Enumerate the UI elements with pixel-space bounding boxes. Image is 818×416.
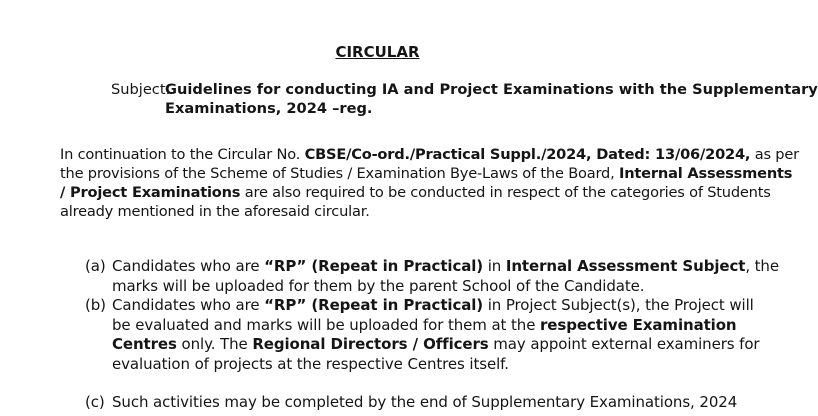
- item-text: Candidates who are: [112, 257, 265, 275]
- subject-line-2: Examinations, 2024 –reg.: [165, 100, 373, 117]
- subject-text: Guidelines for conducting IA and Project Examinations with the Supplementary: [165, 81, 818, 98]
- item-b-line-3: [112, 335, 760, 355]
- intro-line-4: already mentioned in the aforesaid circular.: [60, 203, 370, 220]
- list-marker: (a): [85, 257, 106, 275]
- item-text: in: [483, 257, 506, 275]
- item-b-line-4: evaluation of projects at the respective Centres itself.: [112, 354, 509, 373]
- intro-emphasis: / Project Examinations: [60, 184, 241, 201]
- list-marker: (b): [85, 296, 106, 314]
- intro-line-2: [60, 164, 793, 183]
- intro-text: as per: [750, 146, 799, 163]
- intro-text: the provisions of the Scheme of Studies / Examination Bye-Laws of the Board,: [60, 165, 619, 182]
- list-item-body: [112, 296, 760, 374]
- item-a-line-1: [112, 257, 779, 277]
- intro-paragraph: [60, 145, 799, 221]
- item-b-line-1: [112, 296, 754, 316]
- list-item-body: [112, 257, 779, 296]
- intro-text: In continuation to the Circular No.: [60, 146, 305, 163]
- item-emphasis: respective Examination: [540, 315, 737, 334]
- intro-line-3: [60, 183, 771, 202]
- item-emphasis: Regional Directors / Officers: [252, 335, 489, 353]
- item-text: Candidates who are: [112, 296, 265, 314]
- item-emphasis: Centres: [112, 335, 177, 353]
- item-text: be evaluated and marks will be uploaded for them at the: [112, 315, 540, 334]
- circular-reference: CBSE/Co-ord./Practical Suppl./2024, Dated: 13/06/2024,: [304, 146, 751, 163]
- subject-block: [111, 80, 818, 118]
- intro-emphasis: Internal Assessments: [618, 165, 793, 182]
- item-emphasis: “RP” (Repeat in Practical): [264, 257, 484, 275]
- subject-label: Subject:: [111, 81, 171, 98]
- list-item-a: [85, 257, 779, 296]
- intro-line-1: [60, 145, 799, 164]
- item-text: , the: [745, 257, 779, 275]
- item-text: may appoint external examiners for: [488, 335, 760, 353]
- item-b-line-2: [112, 315, 737, 336]
- list-item-b: [85, 296, 760, 374]
- intro-text: are also required to be conducted in respect of the categories of Students: [240, 184, 771, 201]
- item-a-line-2: marks will be uploaded for them by the parent School of the Candidate.: [112, 276, 645, 295]
- item-text: in Project Subject(s), the Project will: [483, 296, 754, 314]
- list-item-c: [85, 393, 738, 413]
- item-emphasis: Internal Assessment Subject: [505, 257, 746, 275]
- item-c-line-1: Such activities may be completed by the end of Supplementary Examinations, 2024: [112, 393, 738, 411]
- list-item-body: [112, 393, 738, 413]
- item-text: only. The: [176, 335, 253, 353]
- circular-heading: CIRCULAR: [335, 43, 420, 61]
- list-marker: (c): [85, 393, 105, 411]
- item-emphasis: “RP” (Repeat in Practical): [264, 296, 484, 314]
- subject-line-1: [111, 80, 818, 99]
